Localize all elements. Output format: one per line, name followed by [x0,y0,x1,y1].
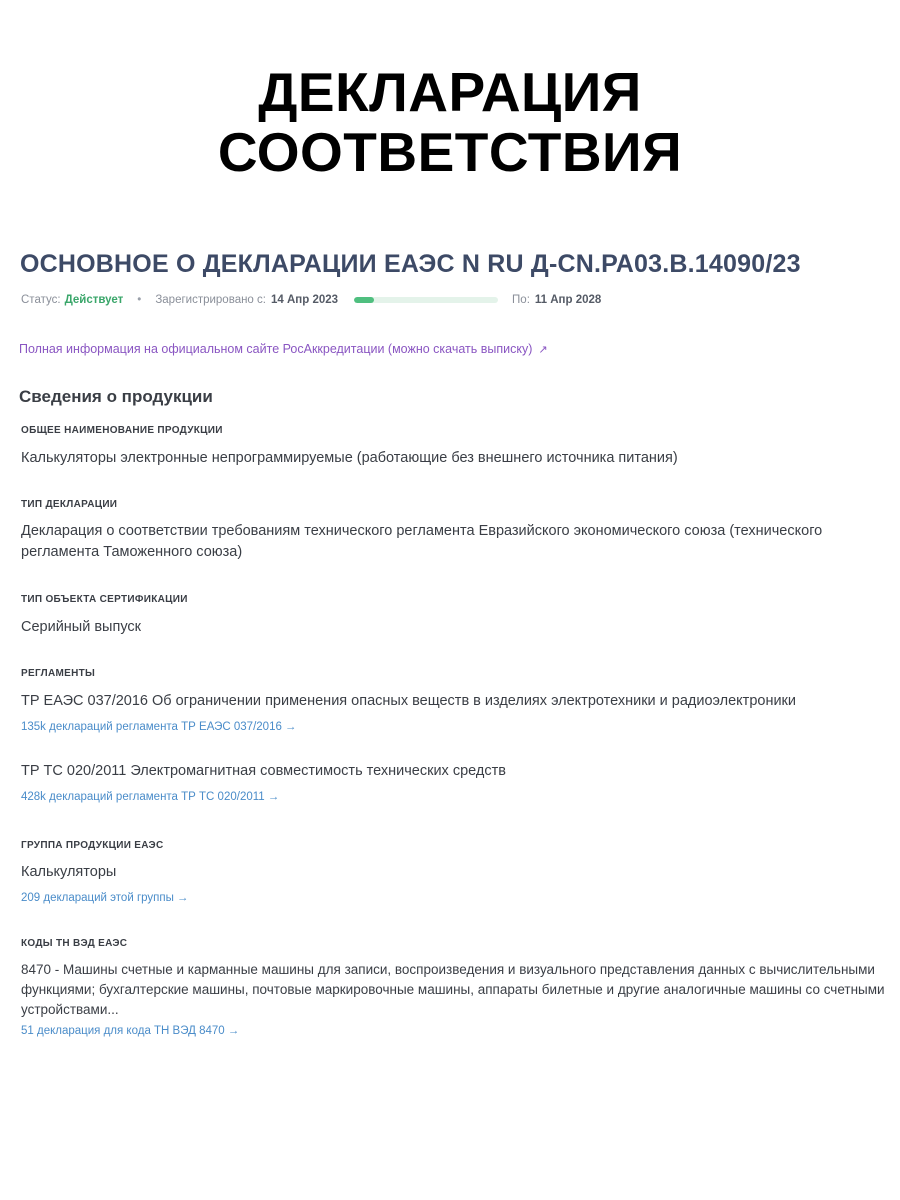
value-declaration-type: Декларация о соответствии требованиям технического регламента Евразийского экономического союза (технического регламента Таможенного союза) [21,523,823,560]
status-line [21,291,601,309]
regulation-item-name: ТР ЕАЭС 037/2016 Об ограничении применения опасных веществ в изделиях электротехники и радиоэлектроники [21,693,796,709]
label-general-name: ОБЩЕЕ НАИМЕНОВАНИЕ ПРОДУКЦИИ [21,425,223,436]
arrow-right-icon[interactable]: → [284,721,297,733]
value-product-group: Калькуляторы [21,864,117,880]
declaration-title: ОСНОВНОЕ О ДЕКЛАРАЦИИ ЕАЭС N RU Д-CN.РА03.В.14090/23 [20,250,801,278]
status-badge: Действует [64,294,124,306]
status-label: Статус: [21,294,61,306]
product-group-link[interactable] [21,892,188,904]
official-site-link[interactable] [19,342,548,356]
status-separator: • [137,294,142,306]
regulation-item-link[interactable] [21,791,279,803]
product-group-link-text[interactable]: 209 деклараций этой группы [21,892,174,904]
external-link-icon[interactable]: ↗ [538,344,548,356]
until-date: 11 Апр 2028 [534,294,602,306]
regulation-item-name: ТР ТС 020/2011 Электромагнитная совместимость технических средств [21,763,506,779]
registered-label: Зарегистрировано с: [155,294,266,306]
registered-date: 14 Апр 2023 [270,294,339,306]
hero-title-line-1: ДЕКЛАРАЦИЯ [258,61,642,123]
value-tnved-codes: 8470 - Машины счетные и карманные машины для записи, воспроизведения и визуального представления данных с вычислительными функциями; бухгалтерские машины, почтовые маркировочные машины, аппараты билетные и другие аналогичные машины со счетными устройствами... [21,962,885,1017]
regulation-item-link-text[interactable]: 135k деклараций регламента ТР ЕАЭС 037/2016 [21,721,282,733]
hero-title [0,62,900,182]
validity-progress-fill [354,297,374,303]
value-object-type: Серийный выпуск [21,619,142,635]
tnved-code-link[interactable] [21,1025,239,1037]
value-general-name: Калькуляторы электронные непрограммируемые (работающие без внешнего источника питания) [21,450,678,466]
official-site-link-text[interactable]: Полная информация на официальном сайте РосАккредитации (можно скачать выписку) [19,342,533,356]
label-product-group: ГРУППА ПРОДУКЦИИ ЕАЭС [21,840,164,851]
until-label: По: [512,294,530,306]
label-object-type: ТИП ОБЪЕКТА СЕРТИФИКАЦИИ [21,594,188,605]
regulation-item-link[interactable] [21,721,296,733]
hero-title-line-2: СООТВЕТСТВИЯ [217,121,683,183]
label-tnved-codes: КОДЫ ТН ВЭД ЕАЭС [21,938,128,949]
regulation-item-link-text[interactable]: 428k деклараций регламента ТР ТС 020/2011 [21,791,265,803]
arrow-right-icon[interactable]: → [176,892,189,904]
arrow-right-icon[interactable]: → [227,1025,240,1037]
section-title-product-info: Сведения о продукции [19,387,213,406]
tnved-code-link-text[interactable]: 51 декларация для кода ТН ВЭД 8470 [21,1025,225,1037]
arrow-right-icon[interactable]: → [267,791,280,803]
label-regulations: РЕГЛАМЕНТЫ [21,668,96,679]
validity-progress-bar [354,297,498,303]
label-declaration-type: ТИП ДЕКЛАРАЦИИ [21,499,118,510]
